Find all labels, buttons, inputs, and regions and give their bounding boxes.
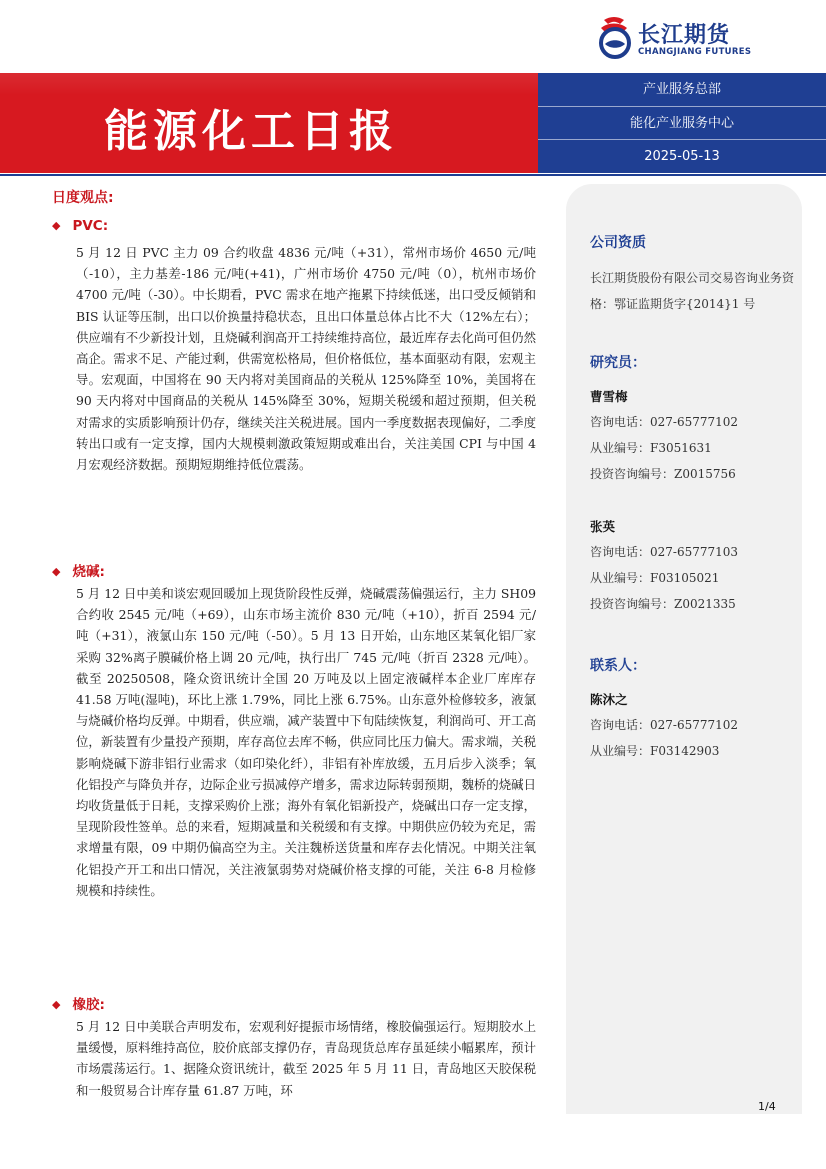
diamond-bullet-icon: ◆ — [52, 998, 61, 1011]
section-heading-rubber: ◆ 橡胶: — [52, 997, 105, 1013]
header-banner — [0, 73, 826, 173]
researcher-name: 曹雪梅 — [590, 389, 628, 404]
page-number: 1/4 — [758, 1100, 776, 1113]
company-logo — [596, 14, 766, 60]
diamond-bullet-icon: ◆ — [52, 565, 61, 578]
header-divider — [0, 174, 826, 176]
researcher-invest-cert: 投资咨询编号：Z0015756 — [590, 467, 736, 481]
changjiang-logo-icon — [596, 14, 634, 60]
researcher-phone: 咨询电话：027-65777103 — [590, 545, 739, 559]
section-body-pvc: 5 月 12 日 PVC 主力 09 合约收盘 4836 元/吨（+31），常州市场价 4650 元/吨（-10），主力基差-186 元/吨(+41)，广州市场价 4750 元/吨（0），杭州市场价 4700 元/吨（-30）。中长期看，PVC 需求在地产拖累下持续低迷，出口受反倾销和 BIS 认证等压制，出口以价换量持稳状态，且出口体量总体占比不大（12%左右）；供应端有不少新投计划，且烧碱利润高开工持续维持高位，最近库存去化尚可但仍然高企。需求不足、产能过剩，供需宽松格局，但价格低位，基本面驱动有限，宏观主导。宏观面，中国将在 90 天内将对美国商品的关税从 125%降至 10%，美国将在 90 天内将对中国商品的关税从 145%降至 30%，短期关税缓和超过预期，但关税对需求的实质影响预计仍存，继续关注关税进展。国内一季度数据表现偏好，二季度转出口或有一定支撑，国内大规模刺激政策短期或难出台，关注美国 CPI 与中国 4 月宏观经济数据。预期短期维持低位震荡。 — [76, 245, 536, 473]
contact-name: 陈沐之 — [590, 692, 628, 707]
page-title: 能源化工日报 — [104, 106, 398, 157]
section-title: 日度观点: — [52, 190, 114, 206]
department-label: 产业服务总部 — [642, 82, 721, 97]
brand-name-cn: 长江期货 — [638, 23, 731, 48]
researcher-cert: 从业编号：F3051631 — [590, 441, 712, 455]
researcher-name: 张英 — [590, 519, 616, 534]
contact-title: 联系人： — [590, 658, 646, 674]
section-heading-caustic-soda: ◆ 烧碱: — [52, 564, 105, 580]
sidebar-panel — [566, 184, 802, 1114]
diamond-bullet-icon: ◆ — [52, 219, 61, 232]
section-heading-pvc: ◆ PVC: — [52, 218, 109, 234]
banner-info-panel — [538, 73, 826, 173]
section-body-rubber: 5 月 12 日中美联合声明发布，宏观利好提振市场情绪，橡胶偏强运行。短期胶水上量缓慢，原料维持高位，胶价底部支撑仍存，青岛现货总库存虽延续小幅累库，预计市场震荡运行。1、据隆众资讯统计，截至 2025 年 5 月 11 日，青岛地区天胶保税和一般贸易合计库存量 61.87 万吨，环 — [76, 1019, 536, 1098]
report-date: 2025-05-13 — [538, 139, 826, 173]
center-label: 能化产业服务中心 — [538, 106, 826, 140]
company-qualification-title: 公司资质 — [590, 235, 646, 251]
brand-name-en: CHANGJIANG FUTURES — [638, 47, 752, 57]
contact-phone: 咨询电话：027-65777102 — [590, 718, 739, 732]
researchers-title: 研究员： — [590, 355, 646, 371]
contact-cert: 从业编号：F03142903 — [590, 744, 720, 758]
company-qualification-text: 长江期货股份有限公司交易咨询业务资格：鄂证监期货字{2014}1 号 — [590, 271, 795, 311]
researcher-cert: 从业编号：F03105021 — [590, 571, 720, 585]
researcher-invest-cert: 投资咨询编号：Z0021335 — [590, 597, 736, 611]
researcher-phone: 咨询电话：027-65777102 — [590, 415, 739, 429]
section-body-caustic-soda: 5 月 12 日中美和谈宏观回暖加上现货阶段性反弹，烧碱震荡偏强运行，主力 SH09 合约收 2545 元/吨（+69），山东市场主流价 830 元/吨（+10），折百 2594 元/吨（+31），液氯山东 150 元/吨（-50）。5 月 13 日开始，山东地区某氧化铝厂家采购 32%离子膜碱价格上调 20 元/吨，执行出厂 745 元/吨（折百 2328 元/吨）。截至 20250508，隆众资讯统计全国 20 万吨及以上固定液碱样本企业厂库库存 41.58 万吨(湿吨)，环比上涨 1.79%，同比上涨 6.75%。山东意外检修较多，液氯与烧碱价格均反弹。中期看，供应端，减产装置中下旬陆续恢复，利润尚可、开工高位，新装置有少量投产预期，库存高位去库不畅，供应同比压力偏大。需求端，关税影响烧碱下游非铝行业需求（如印染化纤），非铝有补库放缓，五月后步入淡季；氧化铝投产与降负并存，边际企业亏损减停产增多，需求边际转弱预期，魏桥的烧碱日均收货量低于日耗，支撑采购价上涨；海外有氧化铝新投产，烧碱出口存一定支撑，呈现阶段性签单。总的来看，短期减量和关税缓和有支撑。中期供应仍较为充足，需求增量有限，09 中期仍偏高空为主。关注魏桥送货量和库存去化情况。中期关注氧化铝投产开工和出口情况，关注液氯弱势对烧碱价格支撑的可能，关注 6-8 月检修规模和持续性。 — [76, 586, 536, 898]
